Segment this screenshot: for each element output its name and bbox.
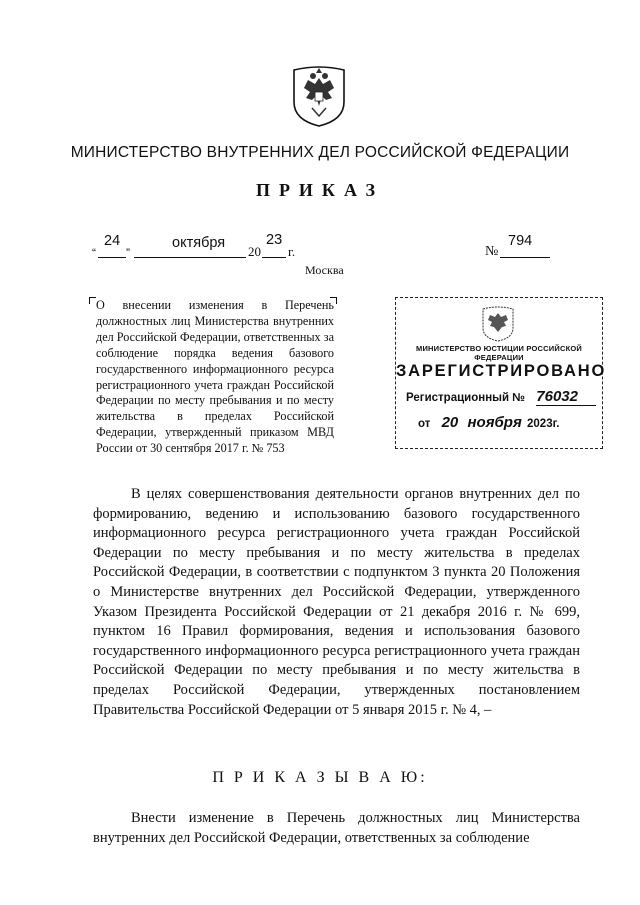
date-open-quote: “ (92, 246, 96, 260)
date-year-underline (262, 257, 286, 258)
registration-stamp (395, 297, 607, 449)
subject-corner-left (89, 297, 96, 304)
date-month: октября (172, 235, 226, 251)
date-close-quote: ” (126, 246, 130, 260)
coat-of-arms-emblem (290, 62, 348, 128)
ministry-title: МИНИСТЕРСТВО ВНУТРЕННИХ ДЕЛ РОССИЙСКОЙ ФЕДЕРАЦИИ (70, 144, 570, 161)
stamp-date-prefix: от (418, 418, 431, 430)
stamp-reg-number: 76032 (536, 388, 596, 406)
stamp-emblem-icon (480, 304, 516, 342)
date-year: 23 (266, 232, 283, 248)
order-subject: О внесении изменения в Перечень должностных лиц Министерства внутренних дел Российской Федерации, ответственных за соблюдение порядка ведения базового государственного информационного ресурса регистрационного учета граждан Российской Федерации по месту пребывания и по месту жительства в пределах Российской Федерации, утвержденный приказом МВД России от 30 сентября 2017 г. № 753 (96, 298, 334, 456)
stamp-date-suffix: г. (552, 418, 560, 430)
date-century: 20 (248, 244, 261, 259)
number-underline (500, 257, 550, 258)
preamble-paragraph: В целях совершенствования деятельности органов внутренних дел по формированию, ведению и использованию базового государственного информационного ресурса регистрационного учета граждан Российской Федерации по месту пребывания и по месту жительства в пределах Российской Федерации, в соответствии с подпунктом 3 пункта 20 Положения о Министерстве внутренних дел Российской Федерации, утвержденного Указом Президента Российской Федерации от 21 декабря 2016 г. № 699, пунктом 16 Правил формирования, ведения и использования базового государственного информационного ресурса регистрационного учета граждан Российской Федерации по месту пребывания и по месту жительства в пределах Российской Федерации, утвержденных постановлением Правительства Российской Федерации от 5 января 2015 г. № 4, – (93, 486, 580, 718)
stamp-reg-label: Регистрационный № (406, 392, 526, 404)
stamp-date-line (418, 414, 559, 431)
date-month-underline (134, 257, 246, 258)
date-day-underline (98, 257, 126, 258)
order-heading: ПРИКАЗ (255, 180, 385, 200)
stamp-ministry: МИНИСТЕРСТВО ЮСТИЦИИ РОССИЙСКОЙ ФЕДЕРАЦИИ (416, 344, 582, 362)
stamp-date-day: 20 (441, 414, 459, 431)
city-label: Москва (305, 263, 344, 277)
stamp-date-year: 2023 (527, 418, 553, 430)
stamp-registered: ЗАРЕГИСТРИРОВАНО (396, 362, 607, 380)
number-sign: № (485, 244, 499, 259)
order-number: 794 (508, 233, 533, 249)
order-directive: П Р И К А З Ы В А Ю: (212, 769, 428, 786)
date-year-suffix: г. (288, 244, 296, 259)
stamp-date-month: ноября (467, 414, 522, 431)
date-day: 24 (104, 233, 121, 249)
stamp-reg-number-line (406, 388, 596, 406)
directive-paragraph: Внести изменение в Перечень должностных лиц Министерства внутренних дел Российской Федерации, ответственных за соблюдение (93, 810, 580, 846)
